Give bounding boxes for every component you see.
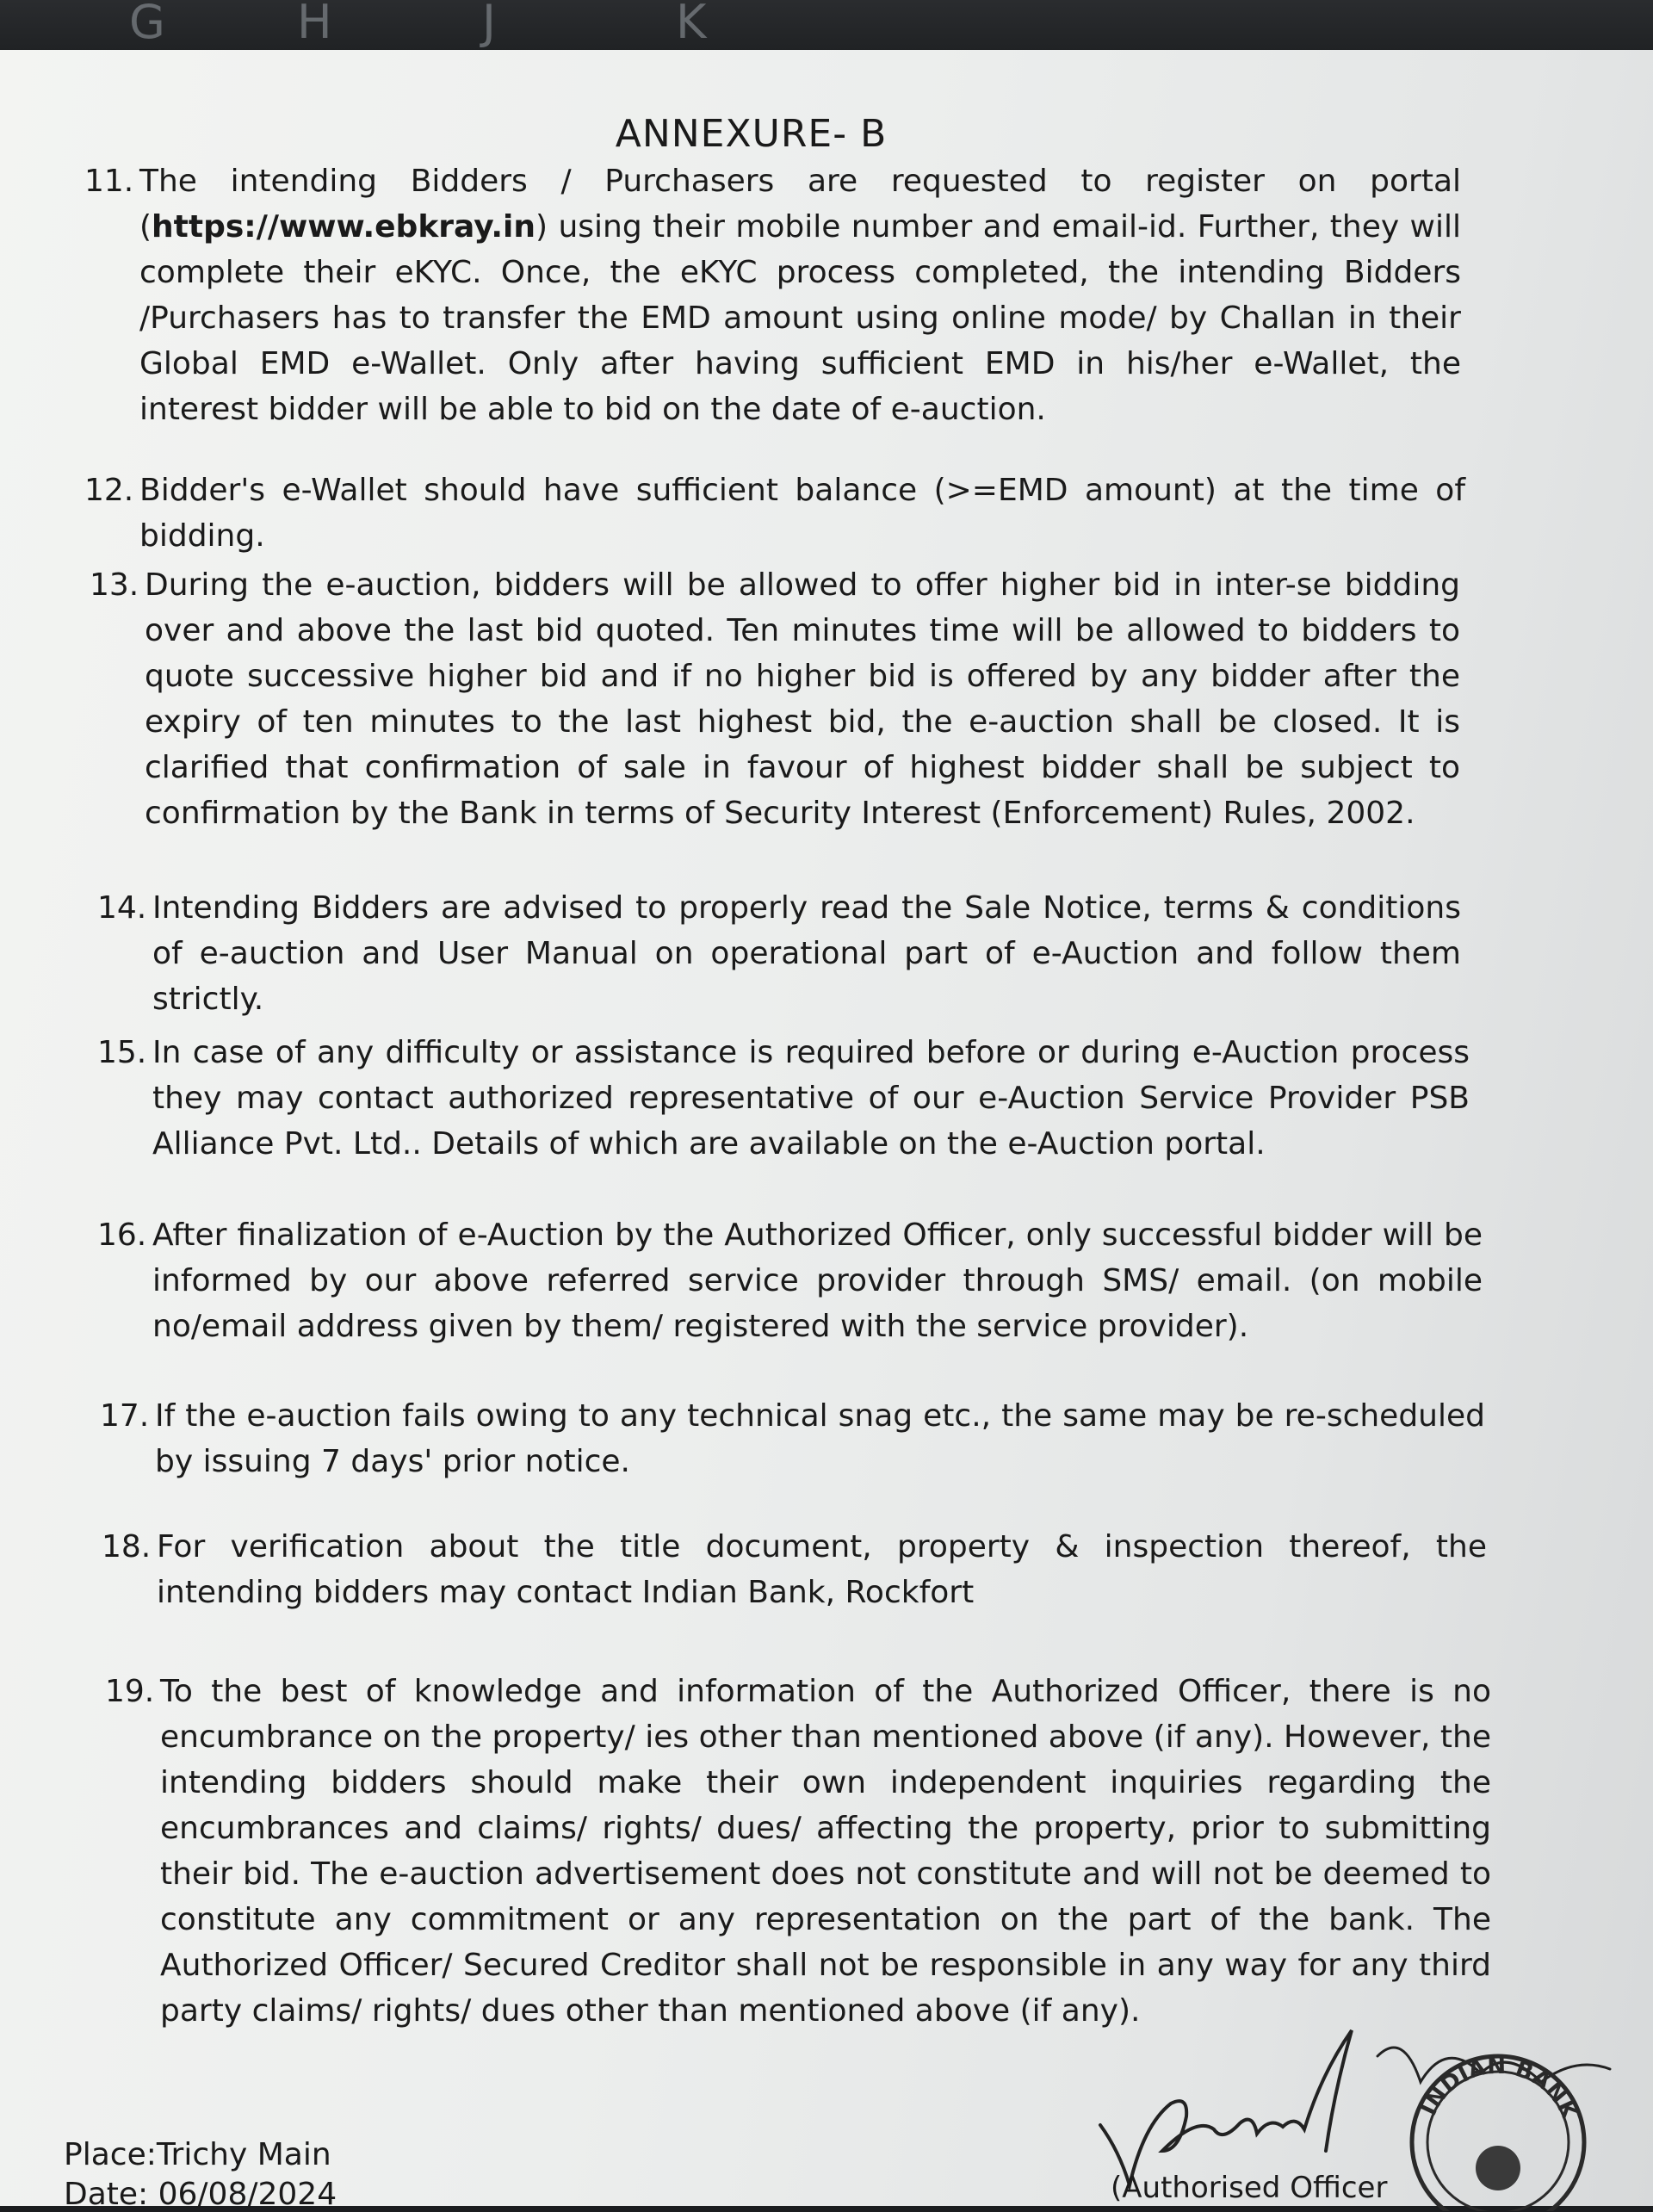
clause-number: 12. [84,473,134,508]
document-page [0,50,1653,2212]
clause-14 [97,885,1461,1022]
clause-text: Bidder's e-Wallet should have sufficient balance (>=EMD amount) at the time of bidding. [139,473,1465,554]
background-letter: G [129,0,165,49]
clause-number: 16. [97,1218,147,1253]
clause-18 [102,1524,1487,1615]
clause-number: 15. [97,1035,147,1070]
clause-text: The intending Bidders / Purchasers are requested to register on portal (https://www.ebkray.in) using their mobile number and email-id. Further, they will complete their eKYC. Once, the eKYC process completed, the intending Bidders /Purchasers has to transfer the EMD amount using online mode/ by Challan in their Global EMD e-Wallet. Only after having sufficient EMD in his/her e-Wallet, the interest bidder will be able to bid on the date of e-auction. [139,164,1461,427]
clause-text: After finalization of e-Auction by the Authorized Officer, only successful bidder will be informed by our above referred service provider through SMS/ email. (on mobile no/email address given by them/ registered with the service provider). [152,1218,1483,1344]
background-letter: J [482,0,496,49]
clause-11 [84,158,1461,432]
clause-13 [90,562,1460,836]
clause-17 [100,1393,1485,1484]
clause-number: 19. [105,1674,155,1709]
clause-number: 17. [100,1398,150,1434]
footer-date: Date: 06/08/2024 [64,2177,337,2212]
svg-text:INDIAN BANK [1416,2054,1582,2124]
clause-text: If the e-auction fails owing to any technical snag etc., the same may be re-scheduled by issuing 7 days' prior notice. [155,1398,1485,1479]
portal-url: https://www.ebkray.in [152,209,536,245]
clause-text: To the best of knowledge and information of the Authorized Officer, there is no encumbrance on the property/ ies other than mentioned above (if any). However, the intending bidders should make their own independent inquiries regarding the encumbrances and claims/ rights/ dues/ affecting the property, prior to submitting their bid. The e-auction advertisement does not constitute and will not be deemed to constitute any commitment or any representation on the part of the bank. The Authorized Officer/ Secured Creditor shall not be responsible in any way for any third party claims/ rights/ dues other than mentioned above (if any). [160,1674,1491,2029]
annexure-title: ANNEXURE- B [615,112,888,156]
clause-text: Intending Bidders are advised to properly read the Sale Notice, terms & conditions of e-auction and User Manual on operational part of e-Auction and follow them strictly. [152,890,1461,1017]
footer-place: Place:Trichy Main [64,2137,331,2172]
signatory-label: (Authorised Officer [1111,2171,1388,2205]
clause-number: 14. [97,890,147,926]
clause-number: 13. [90,567,139,603]
clause-text: During the e-auction, bidders will be allowed to offer higher bid in inter-se bidding over and above the last bid quoted. Ten minutes time will be allowed to bidders to quote successive higher bid and if no higher bid is offered by any bidder after the expiry of ten minutes to the last highest bid, the e-auction shall be closed. It is clarified that confirmation of sale in favour of highest bidder shall be subject to confirmation by the Bank in terms of Security Interest (Enforcement) Rules, 2002. [145,567,1460,831]
clause-12 [84,468,1465,559]
background-bookshelf [0,0,1653,52]
clause-15 [97,1030,1470,1167]
clause-19 [105,1669,1491,2034]
clause-number: 18. [102,1529,152,1565]
background-letter: H [297,0,332,49]
clause-text: For verification about the title document, property & inspection thereof, the intending bidders may contact Indian Bank, Rockfort [157,1529,1487,1610]
background-letter: K [676,0,707,49]
clause-number: 11. [84,164,134,199]
clause-text: In case of any difficulty or assistance is required before or during e-Auction process they may contact authorized representative of our e-Auction Service Provider PSB Alliance Pvt. Ltd.. Details of which are available on the e-Auction portal. [152,1035,1470,1162]
clause-16 [97,1212,1483,1349]
stamp-text: INDIAN BANK [1415,2053,1582,2123]
